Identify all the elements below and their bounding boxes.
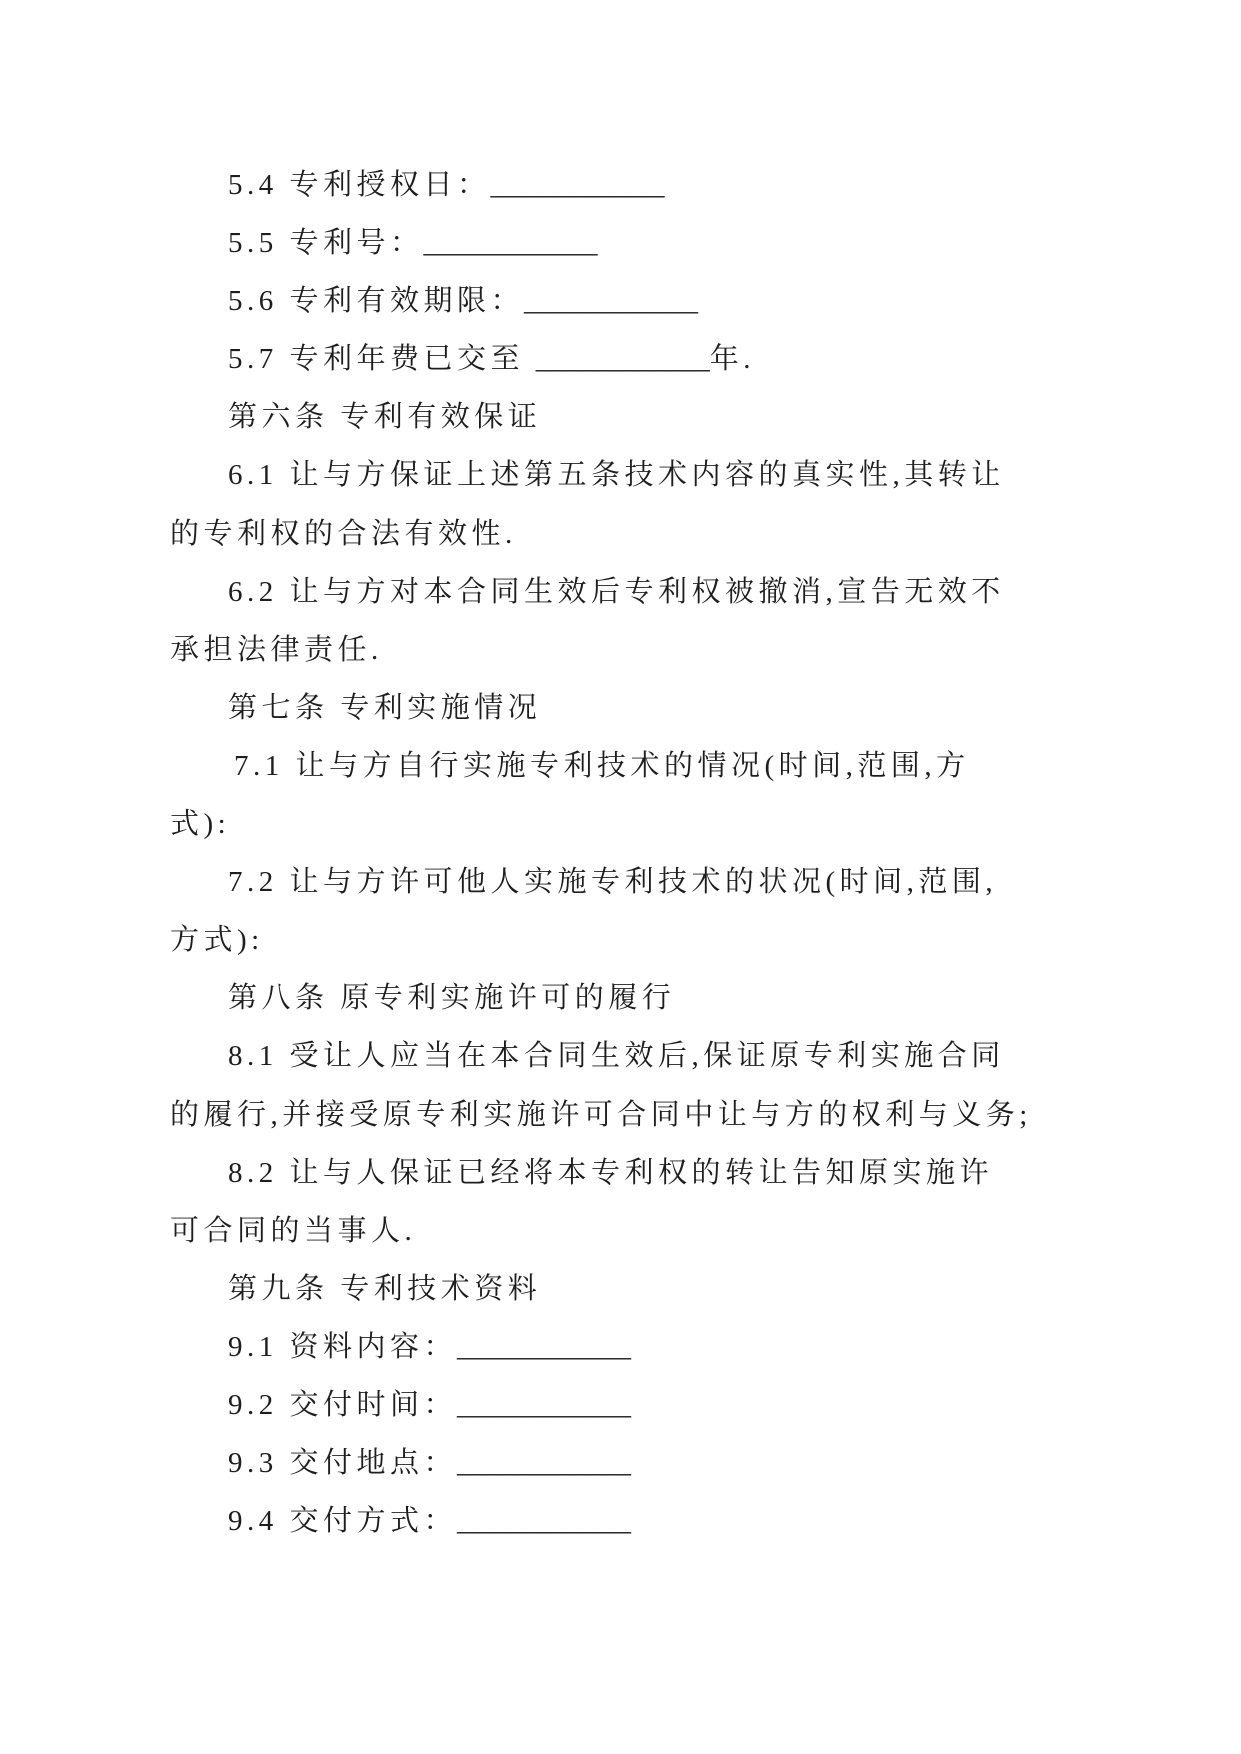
clause-label: 5.4 专利授权日： [228,169,491,201]
clause-label: 5.5 专利号： [228,227,424,260]
clause-8-1-line-2: 的履行,并接受原专利实施许可合同中让与方的权利与义务; [170,1098,1032,1131]
section-9-heading: 第九条 专利技术资料 [228,1272,542,1305]
clause-5-7 [170,330,1100,388]
clause-suffix: 年. [709,343,756,376]
section-6-heading: 第六条 专利有效保证 [228,401,542,434]
section-8-heading: 第八条 原专利实施许可的履行 [228,982,676,1015]
clause-label: 9.4 交付方式： [228,1505,458,1538]
clause-6-2-line-2: 承担法律责任. [170,633,383,666]
clause-6-1-line-2: 的专利权的合法有效性. [170,517,517,550]
clause-label: 5.7 专利年费已交至 [228,343,536,376]
clause-9-1 [170,1318,1100,1376]
clause-6-2-line-1: 6.2 让与方对本合同生效后专利权被撤消,宣告无效不 [228,575,1005,608]
fill-in-blank: ____________ [457,1330,632,1363]
clause-8-1-line-1: 8.1 受让人应当在本合同生效后,保证原专利实施合同 [228,1040,1005,1073]
clause-5-5 [170,214,1100,272]
clause-5-6 [170,272,1100,330]
section-7-heading: 第七条 专利实施情况 [228,691,542,724]
clause-7-1-line-1: 7.1 让与方自行实施专利技术的情况(时间,范围,方 [234,749,970,782]
clause-8-2-line-1: 8.2 让与人保证已经将本专利权的转让告知原实施许 [228,1156,994,1189]
clause-6-1-line-1: 6.1 让与方保证上述第五条技术内容的真实性,其转让 [228,459,1005,492]
clause-label: 5.6 专利有效期限： [228,285,525,318]
fill-in-blank: ____________ [457,1388,632,1421]
clause-7-2-line-2: 方式): [170,924,264,957]
clause-7-2-line-1: 7.2 让与方许可他人实施专利技术的状况(时间,范围, [228,866,998,899]
fill-in-blank: ____________ [535,343,710,376]
clause-5-4 [170,156,1100,214]
fill-in-blank: ____________ [524,285,699,318]
clause-9-2 [170,1376,1100,1434]
clause-label: 9.1 资料内容： [228,1330,458,1363]
fill-in-blank: ____________ [490,169,665,201]
fill-in-blank: ____________ [423,227,598,260]
clause-9-3 [170,1434,1100,1492]
document-page [170,156,1100,1550]
fill-in-blank: ____________ [457,1447,632,1480]
fill-in-blank: ____________ [457,1505,632,1538]
clause-8-2-line-2: 可合同的当事人. [170,1214,417,1247]
clause-9-4 [170,1492,1100,1550]
clause-7-1-line-2: 式): [170,808,231,841]
clause-label: 9.3 交付地点： [228,1447,458,1480]
clause-label: 9.2 交付时间： [228,1388,458,1421]
